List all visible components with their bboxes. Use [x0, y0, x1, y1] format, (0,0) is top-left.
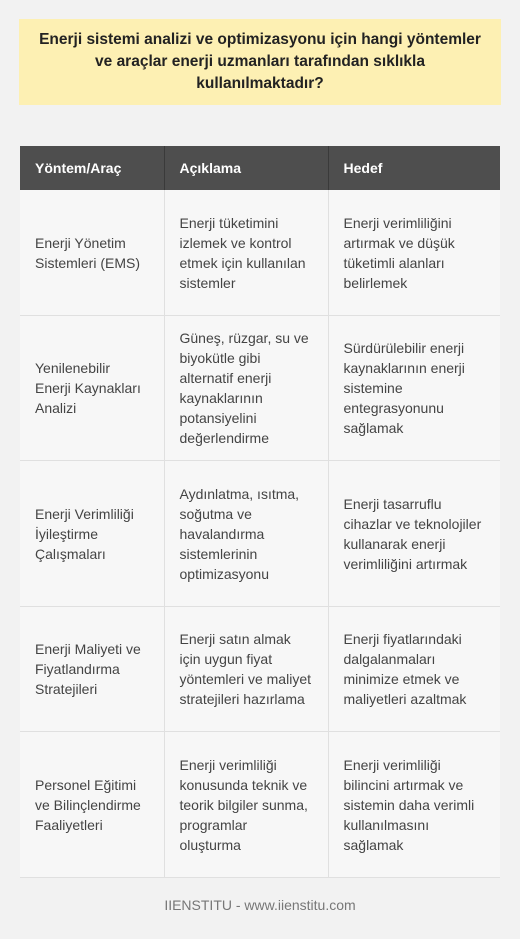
cell-method: Personel Eğitimi ve Bilinçlendirme Faaliyetleri	[20, 732, 164, 878]
cell-goal: Enerji verimliliğini artırmak ve düşük tüketimli alanları belirlemek	[328, 190, 500, 316]
table-row	[20, 190, 500, 316]
cell-method: Enerji Maliyeti ve Fiyatlandırma Stratejileri	[20, 607, 164, 732]
header-description: Açıklama	[164, 146, 328, 190]
cell-goal: Enerji verimliliği bilincini artırmak ve sistemin daha verimli kullanılmasını sağlamak	[328, 732, 500, 878]
page-title: Enerji sistemi analizi ve optimizasyonu için hangi yöntemler ve araçlar enerji uzmanları tarafından sıklıkla kullanılmaktadır?	[39, 31, 481, 92]
table-row	[20, 461, 500, 607]
cell-goal: Sürdürülebilir enerji kaynaklarının enerji sistemine entegrasyonunu sağlamak	[328, 316, 500, 461]
cell-description: Enerji satın almak için uygun fiyat yöntemleri ve maliyet stratejileri hazırlama	[164, 607, 328, 732]
table-row	[20, 607, 500, 732]
cell-description: Aydınlatma, ısıtma, soğutma ve havalandırma sistemlerinin optimizasyonu	[164, 461, 328, 607]
cell-description: Enerji tüketimini izlemek ve kontrol etmek için kullanılan sistemler	[164, 190, 328, 316]
table-header-row	[20, 146, 500, 190]
cell-method: Yenilenebilir Enerji Kaynakları Analizi	[20, 316, 164, 461]
footer-credit: IIENSTITU - www.iienstitu.com	[164, 897, 356, 913]
cell-description: Güneş, rüzgar, su ve biyokütle gibi alternatif enerji kaynaklarının potansiyelini değerlendirme	[164, 316, 328, 461]
title-banner	[19, 19, 501, 105]
methods-table	[20, 146, 500, 878]
header-goal: Hedef	[328, 146, 500, 190]
header-method: Yöntem/Araç	[20, 146, 164, 190]
table-row	[20, 732, 500, 878]
cell-method: Enerji Verimliliği İyileştirme Çalışmaları	[20, 461, 164, 607]
cell-method: Enerji Yönetim Sistemleri (EMS)	[20, 190, 164, 316]
cell-goal: Enerji fiyatlarındaki dalgalanmaları minimize etmek ve maliyetleri azaltmak	[328, 607, 500, 732]
cell-description: Enerji verimliliği konusunda teknik ve teorik bilgiler sunma, programlar oluşturma	[164, 732, 328, 878]
cell-goal: Enerji tasarruflu cihazlar ve teknolojiler kullanarak enerji verimliliğini artırmak	[328, 461, 500, 607]
table-row	[20, 316, 500, 461]
